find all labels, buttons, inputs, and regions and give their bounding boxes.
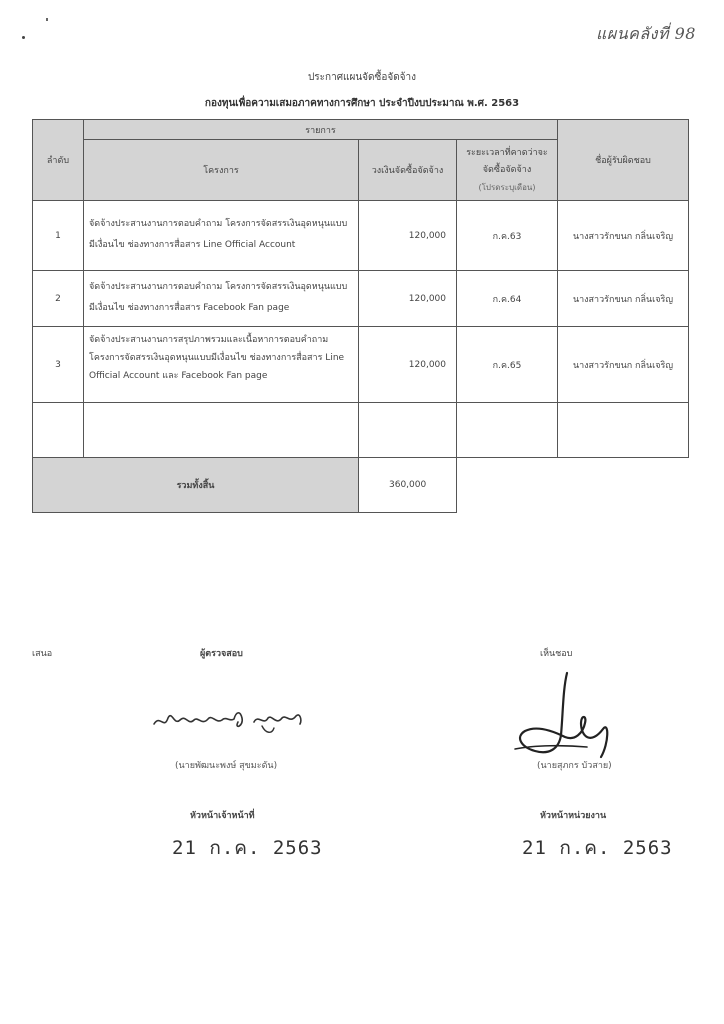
empty-cell	[558, 403, 689, 458]
approve-label: เห็นชอบ	[540, 649, 573, 659]
handwritten-page-note: แผนคลังที่ 98	[596, 24, 696, 43]
left-signature	[150, 700, 310, 740]
propose-label: เสนอ	[32, 649, 53, 659]
blank-cell	[457, 458, 558, 513]
right-signer-name: (นายสุภกร บัวสาย)	[537, 761, 612, 771]
row-amount: 120,000	[359, 327, 457, 403]
row-period: ก.ค.64	[457, 271, 558, 327]
row-responsible: นางสาวรักขนก กลิ่นเจริญ	[558, 201, 689, 271]
document-title: ประกาศแผนจัดซื้อจัดจ้าง	[307, 72, 417, 83]
row-project: จัดจ้างประสานงานการสรุปภาพรวมและเนื้อหาการตอบคำถาม โครงการจัดสรรเงินอุดหนุนแบบมีเงื่อนไข ช่องทางการสื่อสาร Line Official Account และ Facebook Fan page	[84, 327, 359, 403]
empty-cell	[359, 403, 457, 458]
empty-cell	[457, 403, 558, 458]
scan-speck	[22, 36, 25, 39]
total-value: 360,000	[359, 458, 457, 513]
right-date-stamp: 21 ก.ค. 2563	[522, 837, 673, 859]
row-period: ก.ค.65	[457, 327, 558, 403]
table-row	[33, 327, 689, 403]
header-period	[457, 140, 558, 201]
table-row	[33, 201, 689, 271]
checker-label: ผู้ตรวจสอบ	[200, 649, 243, 659]
row-project: จัดจ้างประสานงานการตอบคำถาม โครงการจัดสรรเงินอุดหนุนแบบมีเงื่อนไข ช่องทางการสื่อสาร Line Official Account	[84, 201, 359, 271]
row-amount: 120,000	[359, 201, 457, 271]
header-responsible: ชื่อผู้รับผิดชอบ	[558, 120, 689, 201]
left-signer-name: (นายพัฒนะพงษ์ สุขมะดัน)	[175, 761, 278, 771]
left-date-stamp: 21 ก.ค. 2563	[172, 837, 323, 859]
blank-cell	[558, 458, 689, 513]
row-period: ก.ค.63	[457, 201, 558, 271]
header-amount: วงเงินจัดซื้อจัดจ้าง	[359, 140, 457, 201]
header-no: ลำดับ	[33, 120, 84, 201]
right-signer-position: หัวหน้าหน่วยงาน	[540, 811, 607, 821]
procurement-plan-table	[32, 119, 689, 513]
header-project: โครงการ	[84, 140, 359, 201]
scan-speck	[46, 18, 48, 21]
row-project: จัดจ้างประสานงานการตอบคำถาม โครงการจัดสรรเงินอุดหนุนแบบมีเงื่อนไข ช่องทางการสื่อสาร Facebook Fan page	[84, 271, 359, 327]
header-period-label: ระยะเวลาที่คาดว่าจะจัดซื้อจัดจ้าง	[466, 147, 548, 175]
row-responsible: นางสาวรักขนก กลิ่นเจริญ	[558, 271, 689, 327]
header-period-note: (โปรดระบุเดือน)	[478, 182, 536, 192]
total-label: รวมทั้งสิ้น	[33, 458, 359, 513]
row-number: 1	[33, 201, 84, 271]
table-row-empty	[33, 403, 689, 458]
left-signer-position: หัวหน้าเจ้าหน้าที่	[190, 811, 255, 821]
table-row	[33, 271, 689, 327]
header-items: รายการ	[84, 120, 558, 140]
empty-cell	[84, 403, 359, 458]
row-amount: 120,000	[359, 271, 457, 327]
row-number: 3	[33, 327, 84, 403]
total-row	[33, 458, 689, 513]
document-subtitle: กองทุนเพื่อความเสมอภาคทางการศึกษา ประจำปีงบประมาณ พ.ศ. 2563	[204, 98, 520, 109]
empty-cell	[33, 403, 84, 458]
right-signature	[505, 665, 615, 765]
row-responsible: นางสาวรักขนก กลิ่นเจริญ	[558, 327, 689, 403]
row-number: 2	[33, 271, 84, 327]
